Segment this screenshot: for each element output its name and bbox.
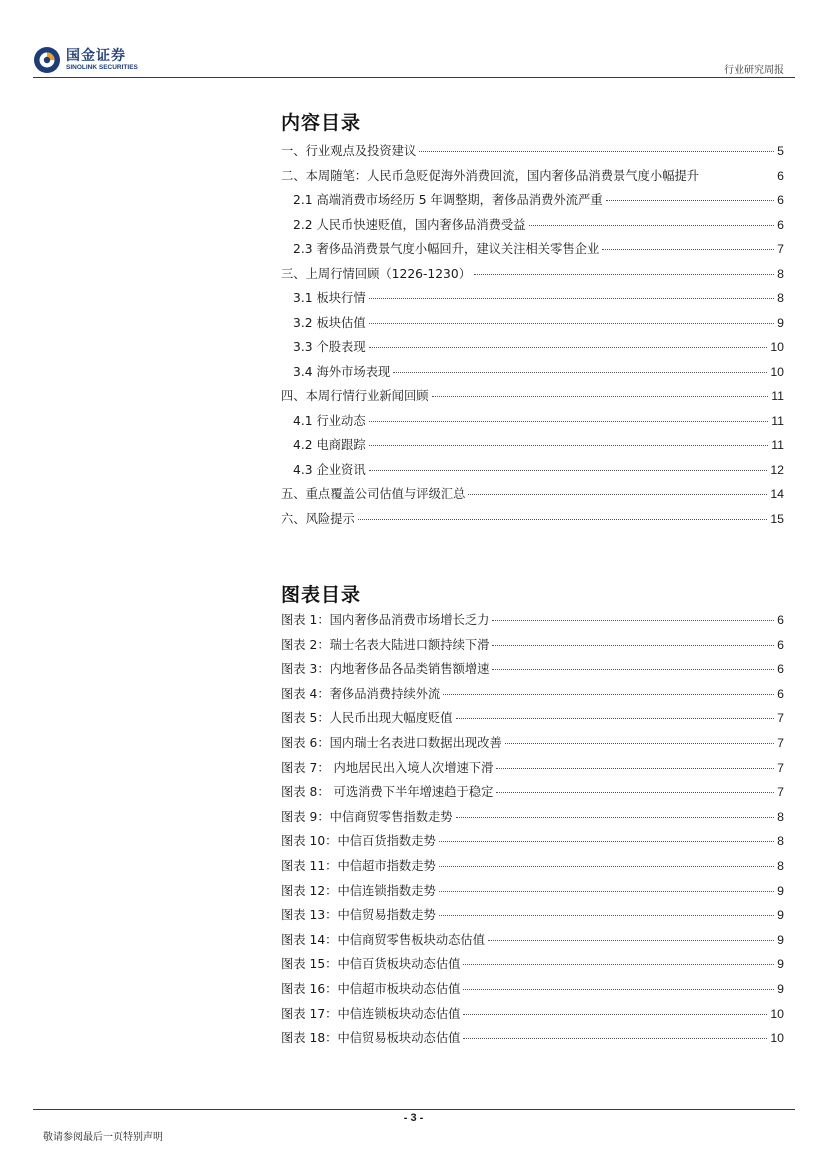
list-of-figures: [281, 610, 784, 1053]
figure-entry[interactable]: [281, 807, 784, 832]
toc-entry-page-number: 14: [770, 487, 784, 501]
dot-leader: [369, 323, 775, 324]
dot-leader: [602, 249, 774, 250]
dot-leader: [358, 519, 768, 520]
figure-entry-page-number: 7: [777, 711, 784, 726]
figure-entry-label: 图表 2：瑞士名表大陆进口额持续下滑: [281, 637, 490, 652]
header-divider: [33, 77, 795, 78]
figure-entry[interactable]: [281, 1004, 784, 1029]
dot-leader: [463, 989, 774, 990]
figure-entry-label: 图表 3：内地奢侈品各品类销售额增速: [281, 662, 490, 677]
dot-leader: [369, 298, 775, 299]
toc-entry-page-number: 6: [777, 217, 784, 232]
toc-entry[interactable]: [281, 362, 784, 387]
figure-entry[interactable]: [281, 635, 784, 660]
toc-entry[interactable]: [281, 509, 784, 534]
logo-chinese-name: 国金证券: [66, 48, 126, 64]
figures-title: 图表目录: [281, 584, 362, 606]
figure-entry[interactable]: [281, 954, 784, 979]
logo-english-name: SINOLINK SECURITIES: [66, 64, 138, 71]
toc-entry[interactable]: [281, 288, 784, 313]
report-type: 行业研究周报: [724, 65, 784, 76]
figure-entry-label: 图表 13：中信贸易指数走势: [281, 908, 436, 923]
figure-entry-page-number: 7: [777, 760, 784, 775]
figure-entry-page-number: 6: [777, 637, 784, 652]
dot-leader: [439, 866, 774, 867]
footer-divider: [33, 1109, 795, 1110]
dot-leader: [492, 645, 774, 646]
toc-entry-page-number: 5: [777, 144, 784, 158]
figure-entry[interactable]: [281, 1028, 784, 1053]
toc-entry-page-number: 15: [770, 511, 784, 526]
figure-entry-page-number: 10: [770, 1031, 784, 1046]
page-header: [0, 0, 827, 80]
figure-entry-label: 图表 16：中信超市板块动态估值: [281, 981, 461, 996]
figure-entry-label: 图表 5：人民币出现大幅度贬值: [281, 711, 453, 726]
figure-entry-label: 图表 12：中信连锁指数走势: [281, 883, 436, 898]
figure-entry-label: 图表 18：中信贸易板块动态估值: [281, 1031, 461, 1046]
toc-entry[interactable]: [281, 141, 784, 166]
toc-entry-page-number: 10: [770, 364, 784, 379]
toc-entry-label: 一、行业观点及投资建议: [281, 144, 417, 158]
toc-entry[interactable]: [281, 411, 784, 436]
dot-leader: [505, 743, 774, 744]
toc-entry-label: 2.3 奢侈品消费景气度小幅回升，建议关注相关零售企业: [293, 242, 600, 256]
toc-entry[interactable]: [281, 460, 784, 485]
figure-entry-label: 图表 10：中信百货指数走势: [281, 834, 436, 849]
sinolink-logo-icon: [33, 46, 61, 74]
toc-entry-label: 三、上周行情回顾（1226-1230）: [281, 266, 471, 281]
dot-leader: [369, 347, 768, 348]
figure-entry[interactable]: [281, 610, 784, 635]
toc-title: 内容目录: [281, 112, 362, 134]
toc-entry-page-number: 7: [777, 242, 784, 256]
figure-entry-label: 图表 11：中信超市指数走势: [281, 858, 436, 873]
company-logo: [33, 46, 138, 74]
disclaimer-note: 敬请参阅最后一页特别声明: [43, 1132, 163, 1143]
toc-entry-label: 3.3 个股表现: [293, 340, 366, 354]
figure-entry-page-number: 7: [777, 785, 784, 800]
toc-entry-label: 五、重点覆盖公司估值与评级汇总: [281, 487, 466, 501]
figure-entry[interactable]: [281, 930, 784, 955]
figure-entry-page-number: 6: [777, 613, 784, 627]
toc-entry-page-number: 6: [777, 168, 784, 183]
figure-entry-label: 图表 14：中信商贸零售板块动态估值: [281, 932, 486, 947]
figure-entry-label: 图表 8： 可选消费下半年增速趋于稳定: [281, 785, 494, 800]
figure-entry-page-number: 9: [777, 883, 784, 898]
toc-entry-label: 2.1 高端消费市场经历 5 年调整期，奢侈品消费外流严重: [293, 193, 603, 207]
toc-entry-label: 3.4 海外市场表现: [293, 364, 391, 379]
dot-leader: [463, 1014, 767, 1015]
figure-entry-page-number: 9: [777, 908, 784, 923]
figure-entry-page-number: 9: [777, 981, 784, 996]
dot-leader: [369, 470, 768, 471]
dot-leader: [432, 396, 769, 397]
toc-entry[interactable]: [281, 313, 784, 338]
dot-leader: [463, 1038, 767, 1039]
dot-leader: [474, 274, 774, 275]
toc-entry-page-number: 9: [777, 315, 784, 330]
toc-entry-label: 二、本周随笔：人民币急贬促海外消费回流，国内奢侈品消费景气度小幅提升: [281, 168, 700, 183]
dot-leader: [492, 669, 774, 670]
dot-leader: [468, 494, 767, 495]
toc-entry-label: 4.3 企业资讯: [293, 462, 366, 477]
toc-entry[interactable]: [281, 166, 784, 191]
dot-leader: [456, 718, 775, 719]
toc-entry[interactable]: [281, 190, 784, 215]
figure-entry[interactable]: [281, 881, 784, 906]
dot-leader: [496, 792, 774, 793]
figure-entry-page-number: 8: [777, 858, 784, 873]
toc-entry-page-number: 8: [777, 266, 784, 281]
figure-entry-page-number: 9: [777, 957, 784, 972]
figure-entry-page-number: 8: [777, 809, 784, 824]
toc-entry-page-number: 11: [771, 389, 784, 403]
figure-entry[interactable]: [281, 758, 784, 783]
dot-leader: [369, 421, 769, 422]
dot-leader: [439, 891, 774, 892]
toc-entry-label: 3.1 板块行情: [293, 291, 366, 305]
figure-entry-label: 图表 7： 内地居民出入境人次增速下滑: [281, 760, 494, 775]
figure-entry[interactable]: [281, 856, 784, 881]
dot-leader: [496, 768, 774, 769]
toc-entry-page-number: 11: [771, 413, 784, 428]
dot-leader: [369, 445, 769, 446]
figure-entry-page-number: 8: [777, 834, 784, 849]
figure-entry[interactable]: [281, 708, 784, 733]
dot-leader: [488, 940, 774, 941]
figure-entry[interactable]: [281, 659, 784, 684]
figure-entry-label: 图表 17：中信连锁板块动态估值: [281, 1006, 461, 1021]
figure-entry-label: 图表 1：国内奢侈品消费市场增长乏力: [281, 613, 490, 627]
dot-leader: [606, 200, 775, 201]
table-of-contents: [281, 141, 784, 533]
figure-entry[interactable]: [281, 733, 784, 758]
toc-entry[interactable]: [281, 386, 784, 411]
figure-entry-page-number: 6: [777, 662, 784, 677]
dot-leader: [529, 225, 775, 226]
dot-leader: [419, 151, 774, 152]
dot-leader: [439, 841, 774, 842]
toc-entry-page-number: 12: [770, 462, 784, 477]
figure-entry-label: 图表 9：中信商贸零售指数走势: [281, 809, 453, 824]
figure-entry[interactable]: [281, 905, 784, 930]
figure-entry[interactable]: [281, 979, 784, 1004]
dot-leader: [463, 964, 774, 965]
toc-entry-label: 4.1 行业动态: [293, 413, 366, 428]
figure-entry-page-number: 10: [770, 1006, 784, 1021]
figure-entry-label: 图表 15：中信百货板块动态估值: [281, 957, 461, 972]
toc-entry-label: 六、风险提示: [281, 511, 355, 526]
toc-entry-label: 3.2 板块估值: [293, 315, 366, 330]
toc-entry-page-number: 6: [777, 193, 784, 207]
figure-entry[interactable]: [281, 831, 784, 856]
toc-entry-label: 4.2 电商跟踪: [293, 438, 366, 452]
toc-entry[interactable]: [281, 264, 784, 289]
toc-entry-page-number: 8: [777, 291, 784, 305]
toc-entry[interactable]: [281, 484, 784, 509]
toc-entry[interactable]: [281, 239, 784, 264]
toc-entry[interactable]: [281, 215, 784, 240]
toc-entry[interactable]: [281, 435, 784, 460]
dot-leader: [492, 620, 774, 621]
toc-entry-label: 2.2 人民币快速贬值，国内奢侈品消费受益: [293, 217, 526, 232]
figure-entry-page-number: 7: [777, 735, 784, 750]
figure-entry-label: 图表 6：国内瑞士名表进口数据出现改善: [281, 735, 502, 750]
toc-entry-page-number: 11: [771, 438, 784, 452]
dot-leader: [393, 372, 767, 373]
figure-entry-page-number: 9: [777, 932, 784, 947]
toc-entry[interactable]: [281, 337, 784, 362]
figure-entry[interactable]: [281, 684, 784, 709]
figure-entry[interactable]: [281, 782, 784, 807]
toc-entry-label: 四、本周行情行业新闻回顾: [281, 389, 429, 403]
toc-entry-page-number: 10: [770, 340, 784, 354]
figure-entry-label: 图表 4：奢侈品消费持续外流: [281, 686, 441, 701]
dot-leader: [443, 694, 774, 695]
page-number: - 3 -: [403, 1112, 424, 1124]
dot-leader: [456, 817, 775, 818]
figure-entry-page-number: 6: [777, 686, 784, 701]
dot-leader: [439, 915, 774, 916]
